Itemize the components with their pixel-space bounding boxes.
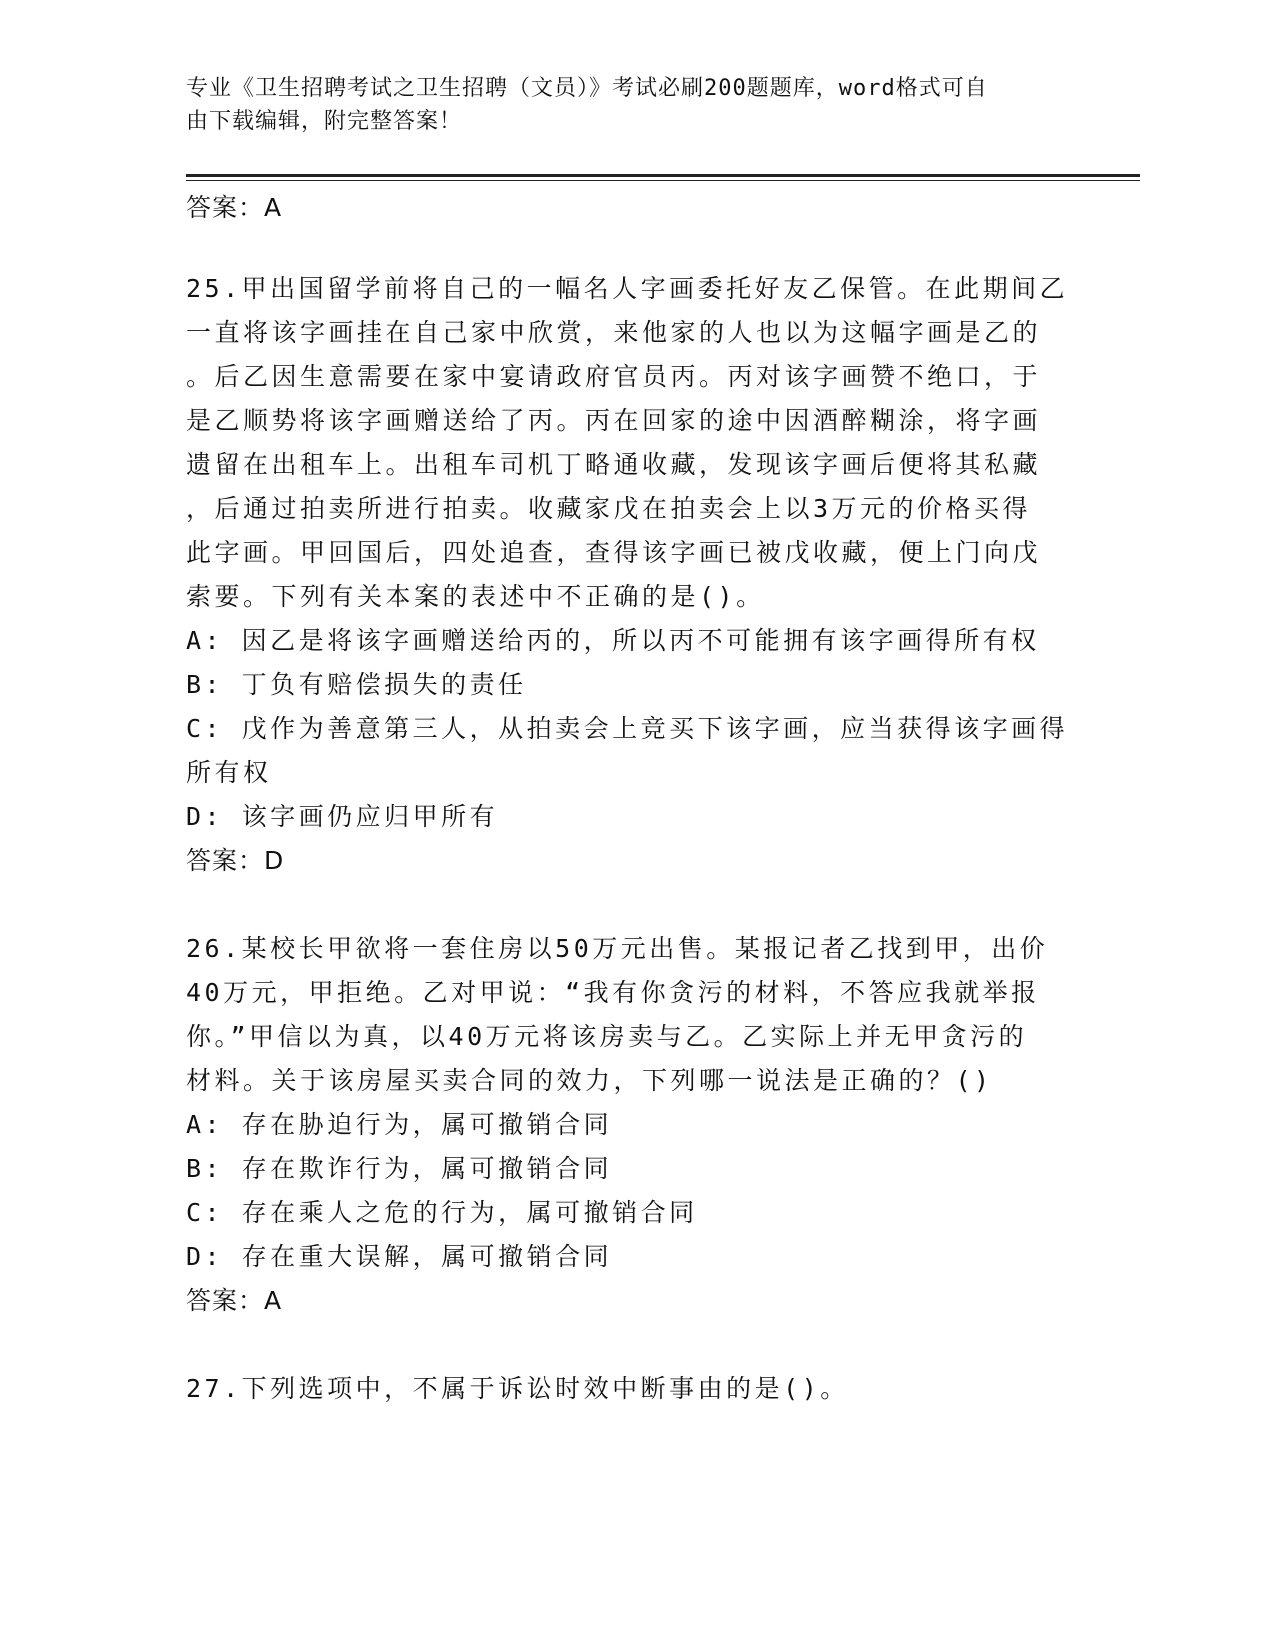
question-25-line-6: ，后通过拍卖所进行拍卖。收藏家戊在拍卖会上以3万元的价格买得 [186, 494, 1032, 523]
question-27-line-1: 27.下列选项中，不属于诉讼时效中断事由的是()。 [186, 1374, 849, 1403]
question-26-line-3: 你。”甲信以为真，以40万元将该房卖与乙。乙实际上并无甲贪污的 [186, 1022, 1028, 1051]
question-25-option-b: B: 丁负有赔偿损失的责任 [186, 670, 527, 699]
question-26-line-1: 26.某校长甲欲将一套住房以50万元出售。某报记者乙找到甲，出价 [186, 934, 1049, 963]
question-25-line-2: 一直将该字画挂在自己家中欣赏，来他家的人也以为这幅字画是乙的 [186, 318, 1042, 347]
question-26-line-2: 40万元，甲拒绝。乙对甲说：“我有你贪污的材料，不答应我就举报 [186, 978, 1040, 1007]
question-25-line-7: 此字画。甲回国后，四处追查，查得该字画已被戊收藏，便上门向戊 [186, 538, 1042, 567]
question-26-option-a: A: 存在胁迫行为，属可撤销合同 [186, 1110, 613, 1139]
question-25-option-d: D: 该字画仍应归甲所有 [186, 802, 499, 831]
question-25-line-4: 是乙顺势将该字画赠送给了丙。丙在回家的途中因酒醉糊涂，将字画 [186, 406, 1042, 435]
question-25-line-5: 遗留在出租车上。出租车司机丁略通收藏，发现该字画后便将其私藏 [186, 450, 1042, 479]
question-26-option-d: D: 存在重大误解，属可撤销合同 [186, 1242, 613, 1271]
question-25-line-8: 索要。下列有关本案的表述中不正确的是()。 [186, 582, 765, 611]
question-25-option-c: C: 戊作为善意第三人，从拍卖会上竞买下该字画，应当获得该字画得 [186, 714, 1069, 743]
question-25-line-3: 。后乙因生意需要在家中宴请政府官员丙。丙对该字画赞不绝口，于 [186, 362, 1042, 391]
question-25-option-a: A: 因乙是将该字画赠送给丙的，所以丙不可能拥有该字画得所有权 [186, 626, 1040, 655]
header-line-1: 专业《卫生招聘考试之卫生招聘（文员）》考试必刷200题题库，word格式可自 [186, 76, 988, 101]
page-header [186, 72, 1066, 138]
question-26-option-c: C: 存在乘人之危的行为，属可撤销合同 [186, 1198, 698, 1227]
question-25-option-c-cont: 所有权 [186, 758, 272, 787]
question-25-line-1: 25.甲出国留学前将自己的一幅名人字画委托好友乙保管。在此期间乙 [186, 274, 1069, 303]
question-26-answer: 答案：A [186, 1286, 283, 1315]
question-26-option-b: B: 存在欺诈行为，属可撤销合同 [186, 1154, 613, 1183]
header-divider-thick [186, 174, 1140, 177]
answer-previous: 答案：A [186, 193, 283, 222]
question-26-line-4: 材料。关于该房屋买卖合同的效力，下列哪一说法是正确的？() [186, 1066, 993, 1095]
header-divider-thin [186, 180, 1140, 181]
header-line-2: 由下载编辑，附完整答案！ [186, 109, 463, 134]
question-25-answer: 答案：D [186, 846, 285, 875]
